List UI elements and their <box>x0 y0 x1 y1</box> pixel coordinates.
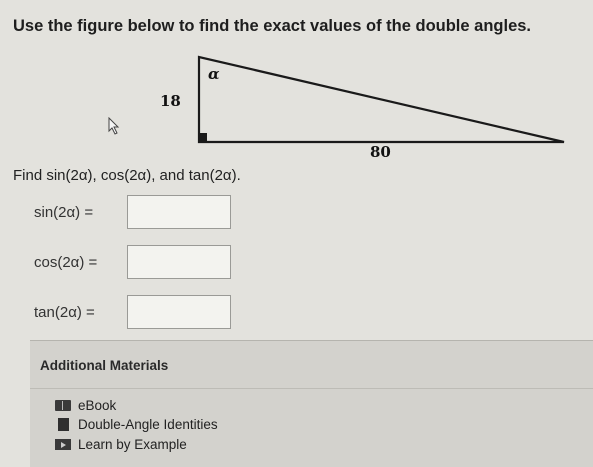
sin-2alpha-input[interactable] <box>127 195 231 229</box>
document-icon <box>58 418 69 431</box>
answer-row-sin <box>34 194 231 230</box>
material-learn-label: Learn by Example <box>78 437 187 452</box>
answer-row-tan <box>34 294 231 330</box>
question-title: Use the figure below to find the exact values of the double angles. <box>13 17 532 35</box>
cos-2alpha-input[interactable] <box>127 245 231 279</box>
material-ebook-label: eBook <box>78 398 117 413</box>
additional-materials-panel <box>30 340 593 467</box>
material-double-angle-link[interactable] <box>55 417 218 432</box>
material-learn-link[interactable] <box>55 437 187 452</box>
tan-label: tan(2α) = <box>34 303 95 321</box>
side-left-label: 18 <box>160 92 181 110</box>
answer-row-cos <box>34 244 231 280</box>
side-bottom-label: 80 <box>370 143 391 160</box>
cos-label: cos(2α) = <box>34 253 98 271</box>
sin-label: sin(2α) = <box>34 203 94 221</box>
mouse-cursor-icon <box>108 117 122 135</box>
book-icon <box>55 400 71 411</box>
angle-label: α <box>208 65 220 83</box>
find-instruction: Find sin(2α), cos(2α), and tan(2α). <box>13 167 241 184</box>
right-angle-marker <box>199 133 207 142</box>
video-icon <box>55 439 71 450</box>
materials-divider <box>30 388 593 389</box>
material-ebook-link[interactable] <box>55 398 116 413</box>
materials-header: Additional Materials <box>40 358 169 373</box>
tan-2alpha-input[interactable] <box>127 295 231 329</box>
triangle-figure <box>0 0 593 160</box>
material-double-angle-label: Double-Angle Identities <box>78 417 218 432</box>
right-triangle <box>199 57 564 142</box>
